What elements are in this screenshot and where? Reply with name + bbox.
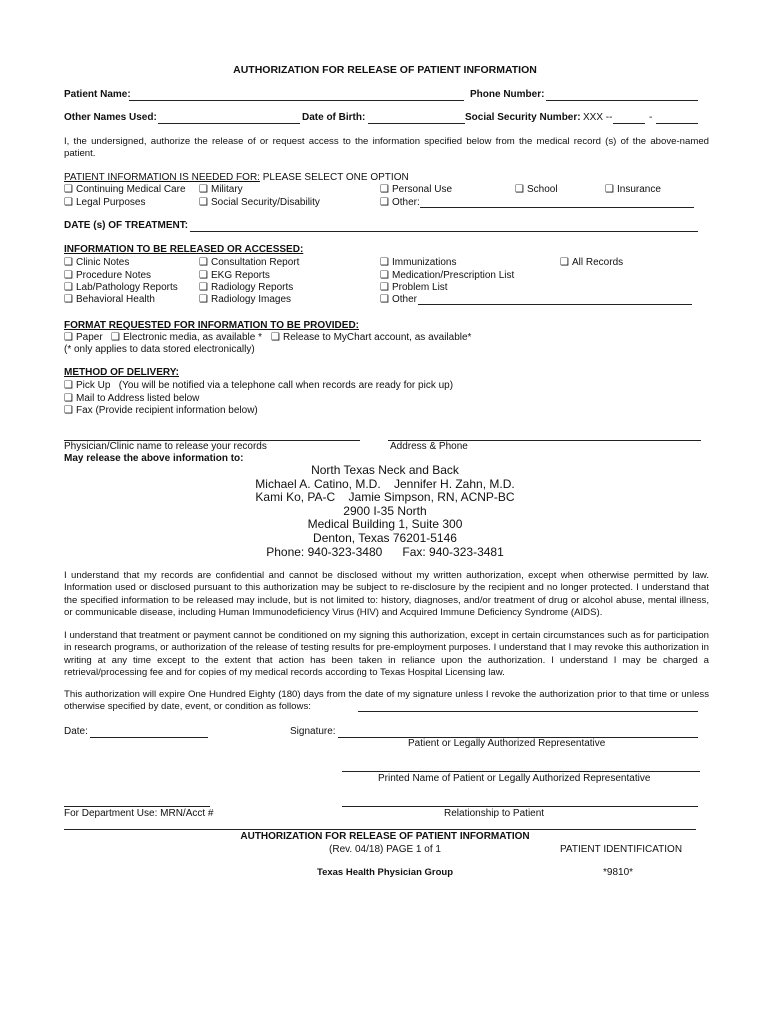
patient-identification-label: PATIENT IDENTIFICATION [560,844,683,855]
printed-name-label: Printed Name of Patient or Legally Authorized Representative [378,773,651,784]
info-item-behavioral-health[interactable]: ❑ Behavioral Health [64,294,155,305]
treatment-dates-field[interactable] [190,231,698,232]
purpose-heading [64,172,409,185]
checkbox-icon[interactable]: ❑ [64,257,73,268]
date-label: Date: [64,726,88,737]
patient-name-label: Patient Name: [64,89,131,100]
signature-label: Signature: [290,726,336,737]
checkbox-icon[interactable]: ❑ [64,282,73,293]
checkbox-icon[interactable]: ❑ [199,197,208,208]
patient-rep-label: Patient or Legally Authorized Representative [408,738,606,749]
info-item-radiology-images[interactable]: ❑ Radiology Images [199,294,292,305]
info-item-problem-list[interactable]: ❑ Problem List [380,282,448,293]
format-option-paper[interactable]: ❑ Paper [64,332,103,343]
treatment-dates-label: DATE (s) OF TREATMENT: [64,220,189,231]
expiration-paragraph: This authorization will expire One Hundred Eighty (180) days from the date of my signature unless I revoke the authorization prior to that time or unless otherwise specified by date, event, or condition as follows: [64,689,709,713]
info-released-heading: INFORMATION TO BE RELEASED OR ACCESSED: [64,244,304,255]
purpose-option-insurance[interactable]: ❑ Insurance [605,184,661,195]
checkbox-icon[interactable]: ❑ [380,282,389,293]
info-other-field[interactable] [418,304,692,305]
format-option-electronic[interactable]: ❑ Electronic media, as available * [111,332,262,343]
info-item-procedure-notes[interactable]: ❑ Procedure Notes [64,270,152,281]
info-item-medication-list[interactable]: ❑ Medication/Prescription List [380,270,515,281]
footer-code: *9810* [603,867,634,878]
physician-name-label: Physician/Clinic name to release your records [64,441,267,452]
format-heading: FORMAT REQUESTED FOR INFORMATION TO BE PROVIDED: [64,320,359,331]
other-names-label: Other Names Used: [64,112,157,123]
may-release-label: May release the above information to: [64,453,244,464]
clinic-building: Medical Building 1, Suite 300 [307,517,463,532]
info-item-radiology-reports[interactable]: ❑ Radiology Reports [199,282,294,293]
purpose-option-social-security[interactable]: ❑ Social Security/Disability [199,197,320,208]
info-item-ekg[interactable]: ❑ EKG Reports [199,270,270,281]
purpose-option-other[interactable]: ❑ Other: [380,197,420,208]
mrn-field[interactable] [64,806,210,807]
dept-use-label: For Department Use: MRN/Acct # [64,808,214,819]
purpose-other-field[interactable] [420,207,694,208]
delivery-option-fax[interactable]: ❑ Fax (Provide recipient information below) [64,405,258,416]
checkbox-icon[interactable]: ❑ [64,294,73,305]
delivery-option-mail[interactable]: ❑ Mail to Address listed below [64,393,200,404]
info-item-other[interactable]: ❑ Other [380,294,418,305]
footer-divider [64,829,696,830]
purpose-option-legal[interactable]: ❑ Legal Purposes [64,197,146,208]
footer-revision: (Rev. 04/18) PAGE 1 of 1 [329,844,441,855]
checkbox-icon[interactable]: ❑ [560,257,569,268]
checkbox-icon[interactable]: ❑ [380,257,389,268]
clinic-contact-line [200,546,570,560]
confidentiality-paragraph: I understand that my records are confidential and cannot be disclosed without my written authorization, except when otherwise permitted by law. Information used or disclosed pursuant to this authorization may be subject to re-disclosure by the recipient and no longer protected. I understand that the specified information to be released may include, but is not limited to: history, diagnoses, and/or treatment of drug or alcohol abuse, mental illness, or communicable disease, including Human Immunodeficiency Virus (HIV) and Acquired Immune Deficiency Syndrome (AIDS). [64,570,709,619]
checkbox-icon[interactable]: ❑ [380,184,389,195]
info-item-clinic-notes[interactable]: ❑ Clinic Notes [64,257,130,268]
relationship-label: Relationship to Patient [444,808,545,819]
checkbox-icon[interactable]: ❑ [199,270,208,281]
delivery-option-pickup[interactable]: ❑ Pick Up (You will be notified via a telephone call when records are ready for pick up) [64,380,454,391]
clinic-providers-1: Michael A. Catino, M.D. Jennifer H. Zahn, M.D. [255,476,515,491]
clinic-city: Denton, Texas 76201-5146 [313,530,457,545]
purpose-option-personal-use[interactable]: ❑ Personal Use [380,184,453,195]
ssn-dash: - [649,112,653,123]
clinic-street: 2900 I-35 North [343,503,427,518]
phone-number-field[interactable] [546,100,698,101]
checkbox-icon[interactable]: ❑ [199,257,208,268]
delivery-heading: METHOD OF DELIVERY: [64,367,179,378]
checkbox-icon[interactable]: ❑ [199,282,208,293]
footer-org: Texas Health Physician Group [316,867,454,878]
checkbox-icon[interactable]: ❑ [64,184,73,195]
checkbox-icon[interactable]: ❑ [199,184,208,195]
form-title: AUTHORIZATION FOR RELEASE OF PATIENT INFORMATION [233,64,537,76]
format-note: (* only applies to data stored electronically) [64,344,255,355]
conditions-paragraph: I understand that treatment or payment cannot be conditioned on my signing this authorization, except in certain circumstances such as for participation in research programs, or authorization of the release of testing results for pre-employment purposes. I understand that I may revoke this authorization in writing at any time except to the extent that action has been taken in reliance upon the authorization. I understand I may be charged a retrieval/processing fee and for copies of my medical records according to Texas Hospital Licensing law. [64,630,709,679]
info-item-lab-pathology[interactable]: ❑ Lab/Pathology Reports [64,282,178,293]
address-phone-label: Address & Phone [390,441,468,452]
checkbox-icon[interactable]: ❑ [199,294,208,305]
ssn-last-field[interactable] [656,123,698,124]
checkbox-icon[interactable]: ❑ [380,270,389,281]
clinic-providers-2: Kami Ko, PA-C Jamie Simpson, RN, ACNP-BC [255,490,515,505]
clinic-address-block [200,464,570,559]
checkbox-icon[interactable]: ❑ [605,184,614,195]
footer-title: AUTHORIZATION FOR RELEASE OF PATIENT INFORMATION [240,831,530,842]
other-names-field[interactable] [158,123,300,124]
expiration-condition-field[interactable] [358,711,698,712]
clinic-fax: Fax: 940-323-3481 [402,544,504,559]
purpose-heading-main: PATIENT INFORMATION IS NEEDED FOR: [64,172,260,183]
checkbox-icon[interactable]: ❑ [64,197,73,208]
checkbox-icon[interactable]: ❑ [64,405,73,416]
ssn-prefix: XXX -- [583,112,613,123]
checkbox-icon[interactable]: ❑ [380,294,389,305]
printed-name-field[interactable] [342,771,700,772]
ssn-label: Social Security Number: [465,112,581,123]
checkbox-icon[interactable]: ❑ [515,184,524,195]
info-item-all-records[interactable]: ❑ All Records [560,257,624,268]
checkbox-icon[interactable]: ❑ [380,197,389,208]
format-option-mychart[interactable]: ❑ Release to MyChart account, as available* [271,332,472,343]
phone-number-label: Phone Number: [470,89,545,100]
purpose-option-school[interactable]: ❑ School [515,184,558,195]
info-item-consultation[interactable]: ❑ Consultation Report [199,257,300,268]
clinic-phone: Phone: 940-323-3480 [266,544,383,559]
purpose-heading-suffix: PLEASE SELECT ONE OPTION [262,172,409,183]
info-item-immunizations[interactable]: ❑ Immunizations [380,257,457,268]
date-field[interactable] [90,737,208,738]
checkbox-icon[interactable]: ❑ [64,393,73,404]
checkbox-icon[interactable]: ❑ [271,332,280,343]
patient-name-field[interactable] [129,100,464,101]
purpose-option-continuing-care[interactable]: ❑ Continuing Medical Care [64,184,186,195]
intro-text: I, the undersigned, authorize the release of or request access to the information specified below from the medical record (s) of the above-named patient. [64,136,709,160]
clinic-name: North Texas Neck and Back [311,463,459,477]
dob-field[interactable] [368,123,465,124]
ssn-middle-field[interactable] [613,123,645,124]
checkbox-icon[interactable]: ❑ [64,332,73,343]
checkbox-icon[interactable]: ❑ [64,270,73,281]
dob-label: Date of Birth: [302,112,366,123]
purpose-option-military[interactable]: ❑ Military [199,184,243,195]
relationship-field[interactable] [342,806,698,807]
checkbox-icon[interactable]: ❑ [64,380,73,391]
checkbox-icon[interactable]: ❑ [111,332,120,343]
